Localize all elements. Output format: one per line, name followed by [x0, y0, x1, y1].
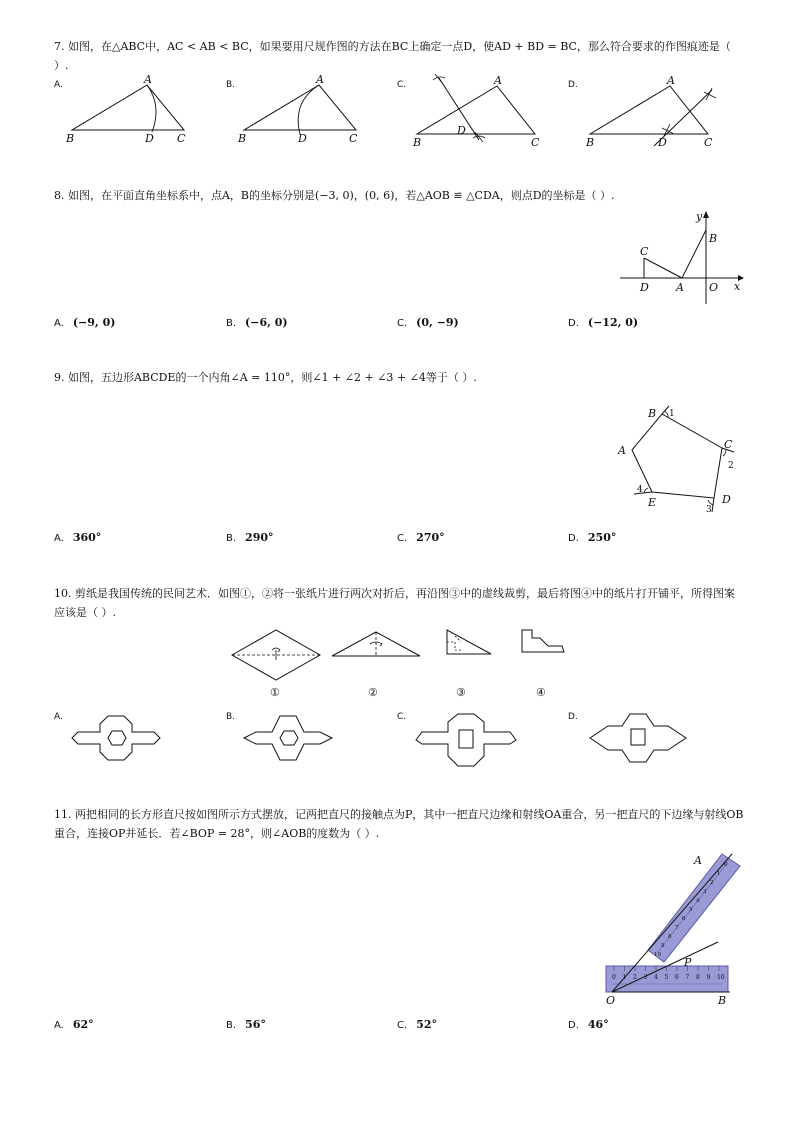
- q7b-label-a: A: [316, 73, 324, 86]
- q7d-label-a: A: [667, 74, 675, 87]
- question-10-stem: 10. 剪纸是我国传统的民间艺术．如图①，②将一张纸片进行两次对折后，再沿图③中的虚线裁剪，最后将图④中的纸片打开铺平，所得图案应该是（ ）.: [54, 587, 735, 619]
- q9-label-e: E: [648, 496, 657, 509]
- q11-option-c[interactable]: C. 52°: [397, 1018, 437, 1031]
- q11-label-b: B: [718, 994, 727, 1007]
- question-7-stem: 7. 如图，在△ABC中，AC < AB < BC，如果要用尺规作图的方法在BC上确定一点D，使AD + BD = BC，那么符合要求的作图痕迹是（ ）.: [54, 40, 731, 72]
- q11-rulers-figure: [600, 852, 746, 1008]
- ruler-h-tick-label: 0: [612, 974, 616, 981]
- ruler-h-tick-label: 1: [622, 974, 627, 981]
- q8-coordinate-figure: [616, 208, 746, 308]
- q9-label-d: D: [722, 493, 731, 506]
- q7c-label-a: A: [494, 74, 502, 87]
- q9-angle-2: 2: [728, 461, 734, 471]
- q7-figure-a[interactable]: [60, 72, 200, 144]
- q10-step-2-label: ②: [368, 686, 378, 699]
- q7b-label-d: D: [298, 132, 307, 145]
- q10-step-3-label: ③: [456, 686, 466, 699]
- q7d-label-d: D: [658, 136, 667, 149]
- q10-step-1-figure: [230, 628, 322, 682]
- q10-step-2-figure: [330, 630, 422, 660]
- ruler-t-tick-label: 6: [682, 916, 686, 922]
- ruler-t-tick-label: 0: [724, 862, 728, 868]
- ruler-t-tick-label: 5: [689, 907, 693, 913]
- ruler-t-tick-label: 3: [703, 889, 707, 895]
- q9-label-a: A: [618, 444, 626, 457]
- ruler-h-tick-label: 5: [664, 974, 669, 981]
- q7c-label-c: C: [531, 136, 540, 149]
- q7c-label-d: D: [457, 124, 466, 137]
- ruler-t-tick-label: 8: [668, 934, 672, 940]
- q7a-label-b: B: [66, 132, 75, 145]
- question-9-stem: 9. 如图，五边形ABCDE的一个内角∠A = 110°，则∠1 + ∠2 + ∠3 + ∠4等于（ ）.: [54, 371, 477, 384]
- q7-option-a-letter[interactable]: A.: [54, 80, 63, 90]
- q9-label-c: C: [724, 438, 733, 451]
- q11-label-p: P: [684, 956, 692, 969]
- q8-option-c[interactable]: C. (0, −9): [397, 316, 459, 329]
- ruler-t-tick-label: 7: [675, 925, 679, 931]
- q10-step-4-label: ④: [536, 686, 546, 699]
- q10-step-4-figure: [518, 628, 566, 658]
- ruler-h-tick-label: 10: [717, 974, 725, 981]
- q10-step-1-label: ①: [270, 686, 280, 699]
- q9-option-b[interactable]: B. 290°: [226, 531, 274, 544]
- q7b-label-b: B: [238, 132, 247, 145]
- q8-option-b[interactable]: B. (−6, 0): [226, 316, 288, 329]
- ruler-t-tick-label: 1: [717, 871, 721, 877]
- q10-step-3-figure: [445, 628, 493, 658]
- ruler-h-tick-label: 3: [643, 974, 648, 981]
- q8-label-c: C: [640, 245, 649, 258]
- q10-option-d-letter[interactable]: D.: [568, 712, 578, 722]
- ruler-t-tick-label: 10: [654, 952, 661, 958]
- q9-angle-1: 1: [669, 409, 675, 419]
- question-8-stem: 8. 如图，在平面直角坐标系中，点A，B的坐标分别是(−3, 0)，(0, 6)，若△AOB ≌ △CDA，则点D的坐标是（ ）.: [54, 189, 615, 202]
- q7-figure-b[interactable]: [232, 72, 372, 144]
- q9-pentagon-figure: [612, 402, 746, 520]
- ruler-h-tick-label: 2: [633, 974, 637, 981]
- q7-figure-c[interactable]: [405, 72, 545, 149]
- q10-option-b-figure[interactable]: [242, 712, 334, 764]
- ruler-h-tick-label: 4: [654, 974, 658, 981]
- q8-label-o: O: [709, 281, 719, 294]
- q8-option-d[interactable]: D. (−12, 0): [568, 316, 639, 329]
- q7-figure-d[interactable]: [578, 72, 718, 149]
- q9-option-c[interactable]: C. 270°: [397, 531, 445, 544]
- ruler-h-tick-label: 6: [675, 974, 679, 981]
- q8-label-x: x: [734, 280, 741, 293]
- q9-label-b: B: [648, 407, 657, 420]
- q11-option-d[interactable]: D. 46°: [568, 1018, 609, 1031]
- q7-option-c-letter[interactable]: C.: [397, 80, 407, 90]
- ruler-h-tick-label: 8: [696, 974, 700, 981]
- q7-option-b-letter[interactable]: B.: [226, 80, 236, 90]
- q7d-label-b: B: [586, 136, 595, 149]
- q10-option-c-letter[interactable]: C.: [397, 712, 407, 722]
- q9-angle-4: 4: [637, 485, 643, 495]
- q7d-label-c: C: [704, 136, 713, 149]
- q10-option-a-letter[interactable]: A.: [54, 712, 63, 722]
- q7a-label-d: D: [145, 132, 154, 145]
- question-11-stem: 11. 两把相同的长方形直尺按如图所示方式摆放，记两把直尺的接触点为P，其中一把直尺边缘和射线OA重合，另一把直尺的下边缘与射线OB重合，连接OP并延长．若∠BOP = 28°，则∠AOB的度数为（ ）.: [54, 808, 744, 840]
- q9-option-d[interactable]: D. 250°: [568, 531, 617, 544]
- ruler-t-tick-label: 2: [710, 880, 714, 886]
- q8-label-b: B: [709, 232, 718, 245]
- q11-option-a[interactable]: A. 62°: [54, 1018, 94, 1031]
- q10-option-a-figure[interactable]: [70, 712, 162, 764]
- q11-label-a: A: [694, 854, 702, 867]
- q7a-label-a: A: [144, 73, 152, 86]
- ruler-h-tick-label: 9: [706, 974, 711, 981]
- ruler-h-tick-label: 7: [685, 974, 690, 981]
- ruler-t-tick-label: 9: [661, 943, 665, 949]
- q11-option-b[interactable]: B. 56°: [226, 1018, 266, 1031]
- q9-option-a[interactable]: A. 360°: [54, 531, 102, 544]
- q7-option-d-letter[interactable]: D.: [568, 80, 578, 90]
- q9-angle-3: 3: [706, 505, 712, 515]
- q8-option-a[interactable]: A. (−9, 0): [54, 316, 116, 329]
- q7c-label-b: B: [413, 136, 422, 149]
- q10-option-b-letter[interactable]: B.: [226, 712, 236, 722]
- ruler-t-tick-label: 4: [696, 898, 700, 904]
- q8-label-y: y: [696, 210, 703, 223]
- q10-option-c-figure[interactable]: [414, 712, 518, 768]
- q10-option-d-figure[interactable]: [588, 712, 688, 766]
- q8-label-d: D: [640, 281, 649, 294]
- q7a-label-c: C: [177, 132, 186, 145]
- q8-label-a: A: [676, 281, 684, 294]
- q11-label-o: O: [606, 994, 616, 1007]
- q7b-label-c: C: [349, 132, 358, 145]
